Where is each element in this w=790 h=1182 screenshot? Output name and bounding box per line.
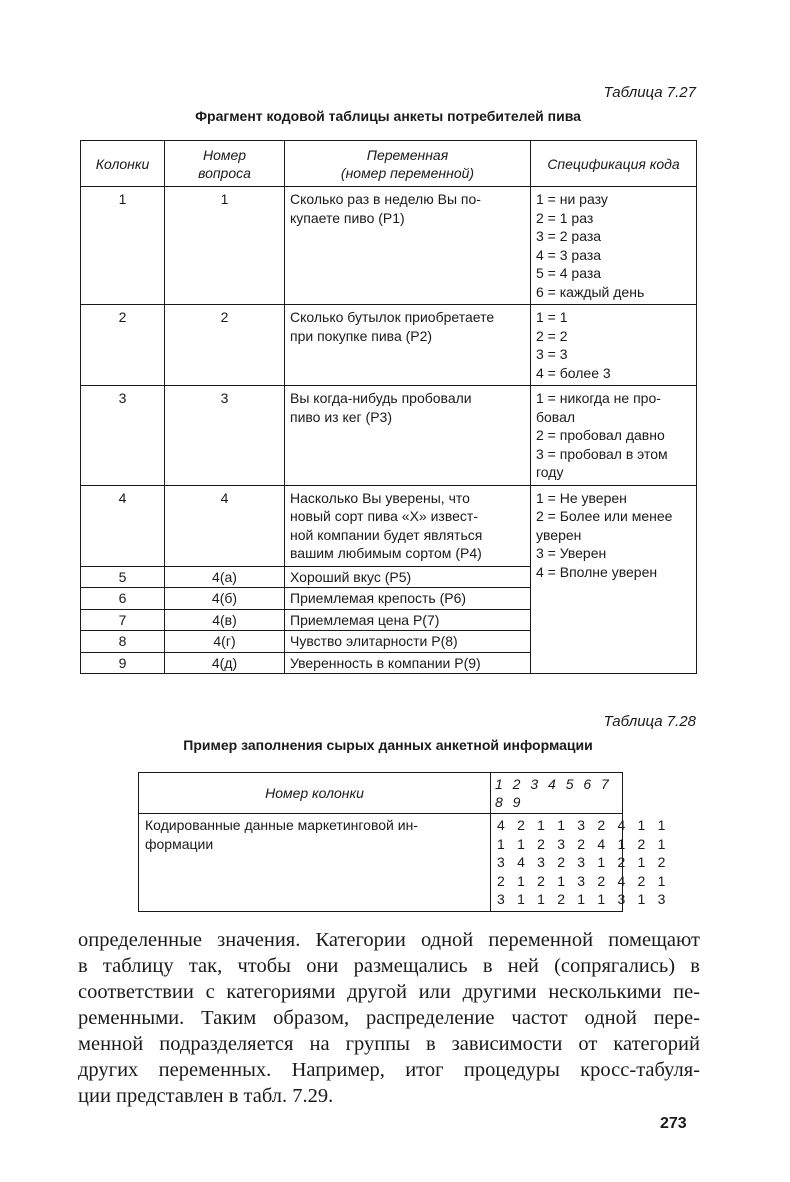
table-row	[81, 305, 697, 386]
question-number: 1	[165, 187, 285, 305]
variable-cell: Уверенность в компании Р(9)	[285, 652, 531, 674]
table-header-row	[81, 141, 697, 187]
col-number: 3	[81, 386, 165, 486]
question-number: 4(г)	[165, 631, 285, 653]
col-number: 1	[81, 187, 165, 305]
data-row: 1 1 2 3 2 4 1 2 1	[497, 835, 670, 852]
question-number: 4(д)	[165, 652, 285, 674]
data-row: 4 2 1 1 3 2 4 1 1	[497, 817, 670, 833]
table-row	[81, 485, 697, 566]
code-spec-cell: 1 = Не уверен 2 = Более или менее уверен 3 = Уверен 4 = Вполне уверен	[531, 485, 697, 674]
col-number: 5	[81, 566, 165, 588]
variable-cell: Сколько раз в неделю Вы по- купаете пиво (Р1)	[285, 187, 531, 305]
col-number: 7	[81, 609, 165, 631]
col-number: 4	[81, 485, 165, 566]
header-column-number: Номер колонки	[139, 773, 491, 814]
table-header-row	[139, 773, 623, 814]
variable-cell: Приемлемая крепость (Р6)	[285, 588, 531, 610]
question-number: 4(в)	[165, 609, 285, 631]
question-number: 4(б)	[165, 588, 285, 610]
variable-cell: Сколько бутылок приобретаете при покупке пива (Р2)	[285, 305, 531, 386]
code-table	[80, 140, 697, 674]
question-number: 4(а)	[165, 566, 285, 588]
variable-cell: Вы когда-нибудь пробовали пиво из кег (Р3)	[285, 386, 531, 486]
col-number: 6	[81, 588, 165, 610]
code-spec-cell: 1 = никогда не про- бовал 2 = пробовал давно 3 = пробовал в этом году	[531, 386, 697, 486]
coded-data-cell	[491, 814, 670, 912]
code-spec-cell: 1 = 1 2 = 2 3 = 3 4 = более 3	[531, 305, 697, 386]
row-label: Кодированные данные маркетинговой ин- формации	[139, 814, 491, 912]
col-number: 9	[81, 652, 165, 674]
data-row: 3 1 1 2 1 1 3 1 3	[497, 891, 670, 907]
header-column-indices: 1 2 3 4 5 6 7 8 9	[491, 773, 623, 814]
variable-cell: Приемлемая цена Р(7)	[285, 609, 531, 631]
variable-cell: Чувство элитарности Р(8)	[285, 631, 531, 653]
variable-cell: Хороший вкус (Р5)	[285, 566, 531, 588]
code-spec-cell: 1 = ни разу 2 = 1 раз 3 = 2 раза 4 = 3 раза 5 = 4 раза 6 = каждый день	[531, 187, 697, 305]
table-row	[139, 814, 623, 912]
raw-data-table	[138, 772, 670, 912]
data-row: 3 4 3 2 3 1 2 1 2	[497, 854, 670, 870]
table-caption: Пример заполнения сырых данных анкетной информации	[183, 737, 593, 753]
header-columns: Колонки	[81, 141, 165, 187]
data-row: 2 1 2 1 3 2 4 2 1	[497, 872, 670, 889]
body-paragraph: определенные значения. Категории одной переменной помещают в таблицу так, чтобы они размещались в ней (сопрягались) в соответствии с категориями другой или другими несколькими пе- ременными. Таким образом, распределение частот одной пере- менной подразделяется на группы в зависимости от категорий других переменных. Например, итог процедуры кросс-табуля- ции представлен в табл. 7.29.	[78, 929, 700, 1107]
table-number: Таблица 7.27	[603, 84, 696, 101]
table-row	[81, 386, 697, 486]
col-number: 8	[81, 631, 165, 653]
page-number: 273	[660, 1115, 687, 1132]
table-caption: Фрагмент кодовой таблицы анкеты потребителей пива	[195, 108, 581, 124]
variable-cell: Насколько Вы уверены, что новый сорт пива «Х» извест- ной компании будет являться вашим любимым сортом (Р4)	[285, 485, 531, 566]
header-variable: Переменная (номер переменной)	[285, 141, 531, 187]
question-number: 3	[165, 386, 285, 486]
header-question: Номер вопроса	[165, 141, 285, 187]
question-number: 4	[165, 485, 285, 566]
table-number: Таблица 7.28	[603, 713, 696, 730]
question-number: 2	[165, 305, 285, 386]
table-row	[81, 187, 697, 305]
col-number: 2	[81, 305, 165, 386]
header-code-spec: Спецификация кода	[531, 141, 697, 187]
